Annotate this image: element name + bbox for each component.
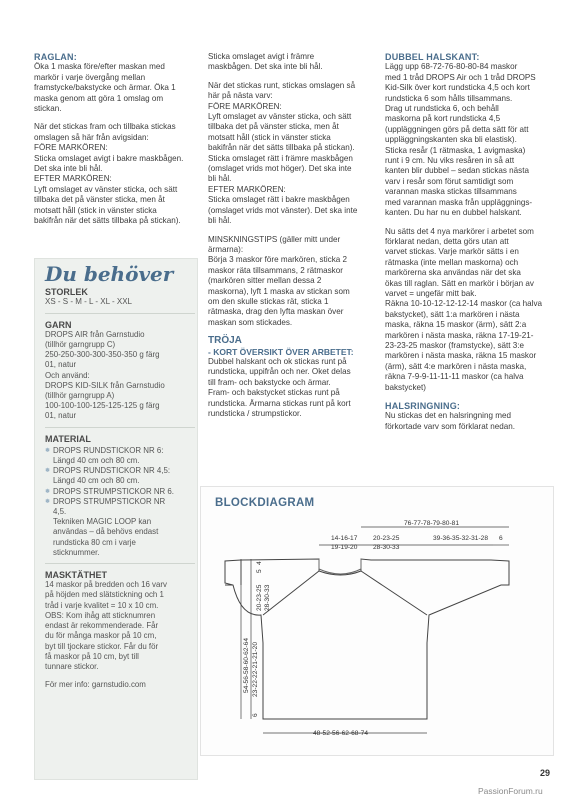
bottom-width-label: 48-52-56-62-68-74 [313,730,368,737]
material-item: ❅ DROPS RUNDSTICKOR NR 4,5: Längd 40 cm och 80 cm. [45,466,195,486]
material-item: ❅ DROPS STRUMPSTICKOR NR 6. [45,487,195,497]
watermark: PassionForum.ru [478,786,543,796]
more-info-text: För mer info: garnstudio.com [45,680,146,690]
shoulder-label-2: 28-30-33 [373,544,400,551]
neck-width-label-2: 19-19-20 [331,544,358,551]
material-heading: MATERIAL [45,433,91,444]
body-length-label: 23-22-22-21-21-20 [252,642,259,697]
decrease-tips: MINSKNINGSTIPS (gäller mitt under ärmarna): Börja 3 maskor före markören, sticka 2 maskor räta tillsammans, 2 rätmaskor (markören sitter mellan dessa 2 maskorna), lyft 1 maska av stickan som om den skulle stickas rät, sticka 1 rätmaska, drag den lyfta maskan över maskan som stickades. [208,234,350,327]
column-right [385,52,550,440]
block-diagram [200,486,554,756]
raglan-paragraph-1: Öka 1 maska före/efter maskan med markör i varje övergång mellan framstycke/bakstycke och ärmar. Öka 1 maska genom att göra 1 omslag om stickan. [34,62,176,114]
yoke-depth-label-1: 20-23-25 [256,584,263,611]
yarn-heading: GARN [45,319,72,330]
col2-paragraph-1: Sticka omslaget avigt i främre maskbågen. Det ska inte bli hål. [208,52,323,72]
neck-width-label-1: 14-16-17 [331,535,358,542]
double-neck-heading: DUBBEL HALSKANT: [385,52,480,62]
double-neck-paragraph: Lägg upp 68-72-76-80-80-84 maskor med 1 tråd DROPS Air och 1 tråd DROPS Kid-Silk över kort rundsticka 4,5 och kort rundsticka 6 som hålls tillsammans. Drag ut rundsticka 6, och behåll maskorna på kort rundsticka 4,5 (uppläggningen görs på detta sätt för att uppläggningskanten ska bli elastisk). Sticka resår (1 rätmaska, 1 avigmaska) runt i 9 cm. Nu viks resåren in så att kanten blir dubbel – sedan stickas nästa varv i resår som förut samtidigt som varannan maska stickas tillsammans med varannan maska från uppläggnings- kanten. Du har nu en dubbel halskant. [385,62,536,218]
shoulder-label-1: 20-23-25 [373,535,400,542]
divider [45,313,195,314]
neck-height-label: 5 [256,569,263,573]
sizes-list: XS - S - M - L - XL - XXL [45,297,132,307]
yoke-depth-label-2: 28-30-33 [264,584,271,611]
hem-label: 6 [252,713,259,717]
raglan-heading: RAGLAN: [34,52,77,62]
neckline-paragraph: Nu stickas det en halsringning med förkortade varv som förklarat nedan. [385,411,516,431]
page-number: 29 [540,768,551,778]
sweater-outline [225,559,509,719]
materials-title: Du behöver [45,262,174,286]
yarn-text: DROPS AIR från Garnstudio (tillhör garngrupp C) 250-250-300-300-350-350 g färg 01, natur Och använd: DROPS KID-SILK från Garnstudio (tillhör garngrupp A) 100-100-100-125-125-125 g färg 01, natur [45,329,165,421]
material-item: ❅ DROPS STRUMPSTICKOR NR 4,5. Tekniken MAGIC LOOP kan användas – då behövs endast rundsticka 80 cm i varje sticknummer. [45,497,195,558]
column-middle [208,52,374,427]
diagram-drawing [201,487,553,755]
material-item: ❅ DROPS RUNDSTICKOR NR 6: Längd 40 cm och 80 cm. [45,446,195,466]
divider [45,427,195,428]
neck-height-label-2: 4 [256,561,263,565]
sweater-heading: TRÖJA [208,335,242,347]
neckline-heading: HALSRINGNING: [385,401,461,411]
markers-paragraph: Nu sätts det 4 nya markörer i arbetet som förklarat nedan, detta görs utan att varvet stickas. Varje markör sätts i en rätmaska (inte mellan maskorna) och markörerna ska användas när det ska ökas till raglan. Sätt en markör i början av varvet = ungefär mitt bak. Räkna 10-10-12-12-12-14 maskor (ca halva bakstycket), sätt 1:a markören i nästa maska, räkna 15 maskor (ärm), sätt 2:a markören i nästa maska, räkna 17-19-21- 23-23-25 maskor (framstycke), sätt 3:e markören i nästa maska, räkna 15 maskor (ärm), sätt 4:e markören i nästa maska, räkna 7-9-9-11-11-11 maskor (ca halva bakstycket) [385,226,543,392]
material-list [45,446,195,558]
overview-heading: - KORT ÖVERSIKT ÖVER ARBETET: [208,346,354,357]
overview-paragraph: Dubbel halskant och ok stickas runt på rundsticka, uppifrån och ner. Oket delas till fram- och bakstycke och ärmar. Fram- och bakstycket stickas runt på rundsticka. Ärmarna stickas runt på kort rundsticka / strumpstickor. [208,356,351,418]
size-heading: STORLEK [45,287,88,298]
top-width-label: 76-77-78-79-80-81 [404,520,459,527]
raglan-paragraph-2: När det stickas fram och tillbaka stickas omslagen så här från avigsidan: FÖRE MARKÖREN: Sticka omslaget avigt i bakre maskbågen. Det ska inte bli hål. EFTER MARKÖREN: Lyft omslaget av vänster sticka, och sätt tillbaka det på vänster sticka, men åt motsatt håll (stick in vänster sticka bakifrån när det sätts tillbaka på stickan). [34,122,184,226]
diagram-title: BLOCKDIAGRAM [215,497,315,509]
divider [45,563,195,564]
cuff-label: 6 [499,535,503,542]
total-length-label: 54-56-58-60-62-64 [243,638,250,693]
column-left [34,52,214,235]
col2-paragraph-2: När det stickas runt, stickas omslagen så här på nästa varv: FÖRE MARKÖREN: Lyft omslaget av vänster sticka, och sätt tillbaka det på vänster sticka, men åt motsatt håll (stick in vänster sticka bakifrån när det sätts tillbaka på stickan). Sticka omslaget rätt i främre maskbågen (omslaget vrids mot höger). Det ska inte bli hål. EFTER MARKÖREN: Sticka omslaget rätt i bakre maskbågen (omslaget vrids mot vänster). Det ska inte bli hål. [208,80,358,226]
materials-box [34,258,198,780]
gauge-heading: MASKTÄTHET [45,570,107,581]
gauge-text: 14 maskor på bredden och 16 varv på höjden med slätstickning och 1 tråd i varje kvalitet = 10 x 10 cm. OBS: Kom ihåg att sticknumren endast är rekommenderade. Får du för många maskor på 10 cm, byt till tjockare stickor. Får du för få maskor på 10 cm, byt till tunnare stickor. [45,580,167,671]
sleeve-length-label: 39-36-35-32-31-28 [433,535,488,542]
